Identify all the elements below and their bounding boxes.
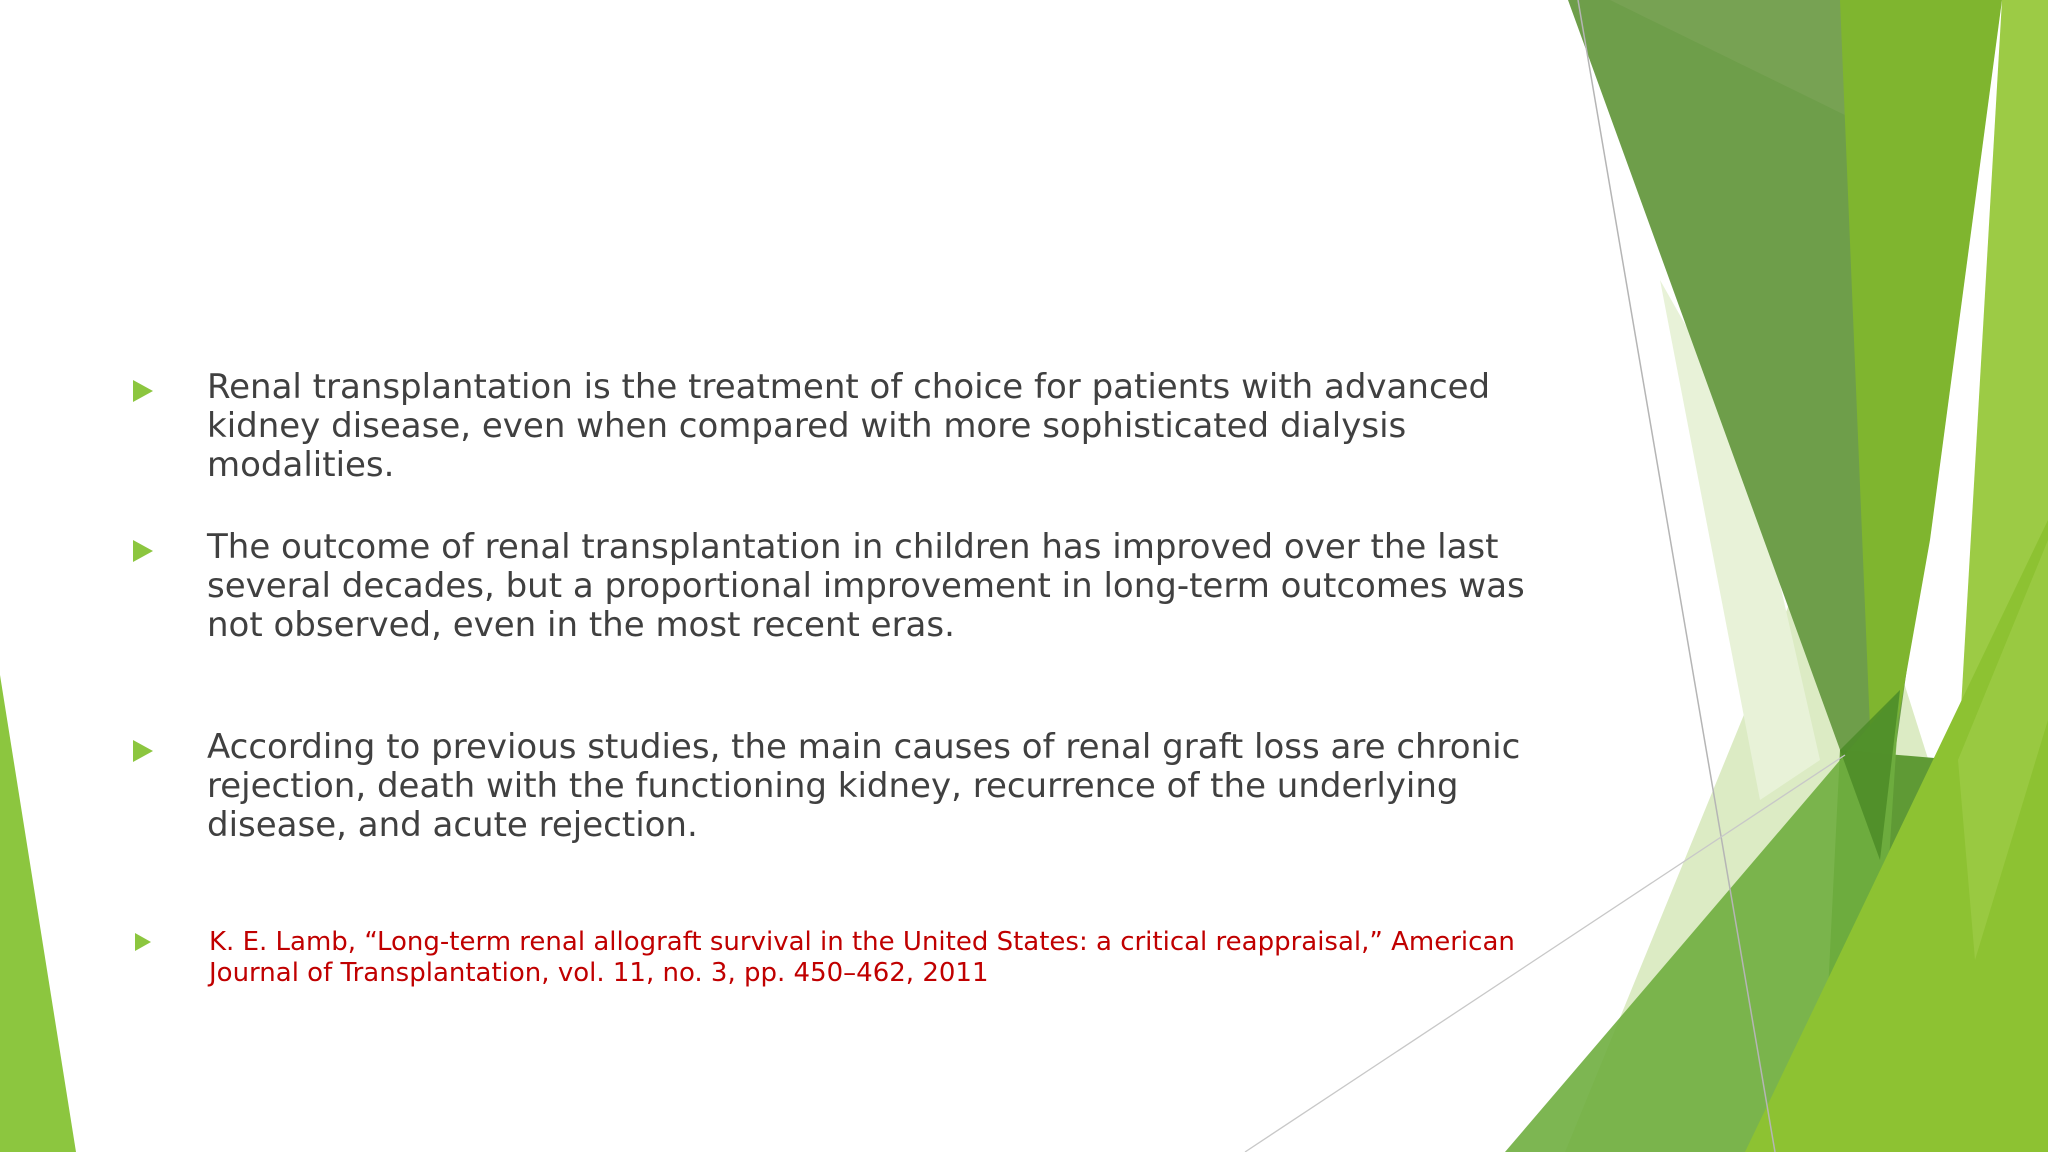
bullet-text: Renal transplantation is the treatment of choice for patients with advanced kidney disease, even when compared with more sophisticated dialysis modalities. [207, 367, 1491, 485]
triangle-bullet-icon [133, 540, 153, 562]
bullet-item [130, 368, 1587, 485]
reference-text: K. E. Lamb, “Long-term renal allograft survival in the United States: a critical reappraisal,” American Journal of Transplantation, vol. 11, no. 3, pp. 450–462, 2011 [209, 927, 1515, 988]
left-green-sliver [0, 675, 76, 1152]
triangle-bullet-icon [135, 933, 151, 951]
bullet-text: The outcome of renal transplantation in children has improved over the last several decades, but a proportional improvement in long-term outcomes was not observed, even in the most recent eras. [207, 527, 1525, 645]
bullet-text: According to previous studies, the main causes of renal graft loss are chronic rejection, death with the functioning kidney, recurrence of the underlying disease, and acute rejection. [207, 727, 1521, 845]
bullet-item [130, 528, 1587, 645]
triangle-bullet-icon [133, 380, 153, 402]
bullet-item [130, 728, 1587, 845]
triangle-bullet-icon [133, 740, 153, 762]
reference-item [130, 927, 1549, 989]
